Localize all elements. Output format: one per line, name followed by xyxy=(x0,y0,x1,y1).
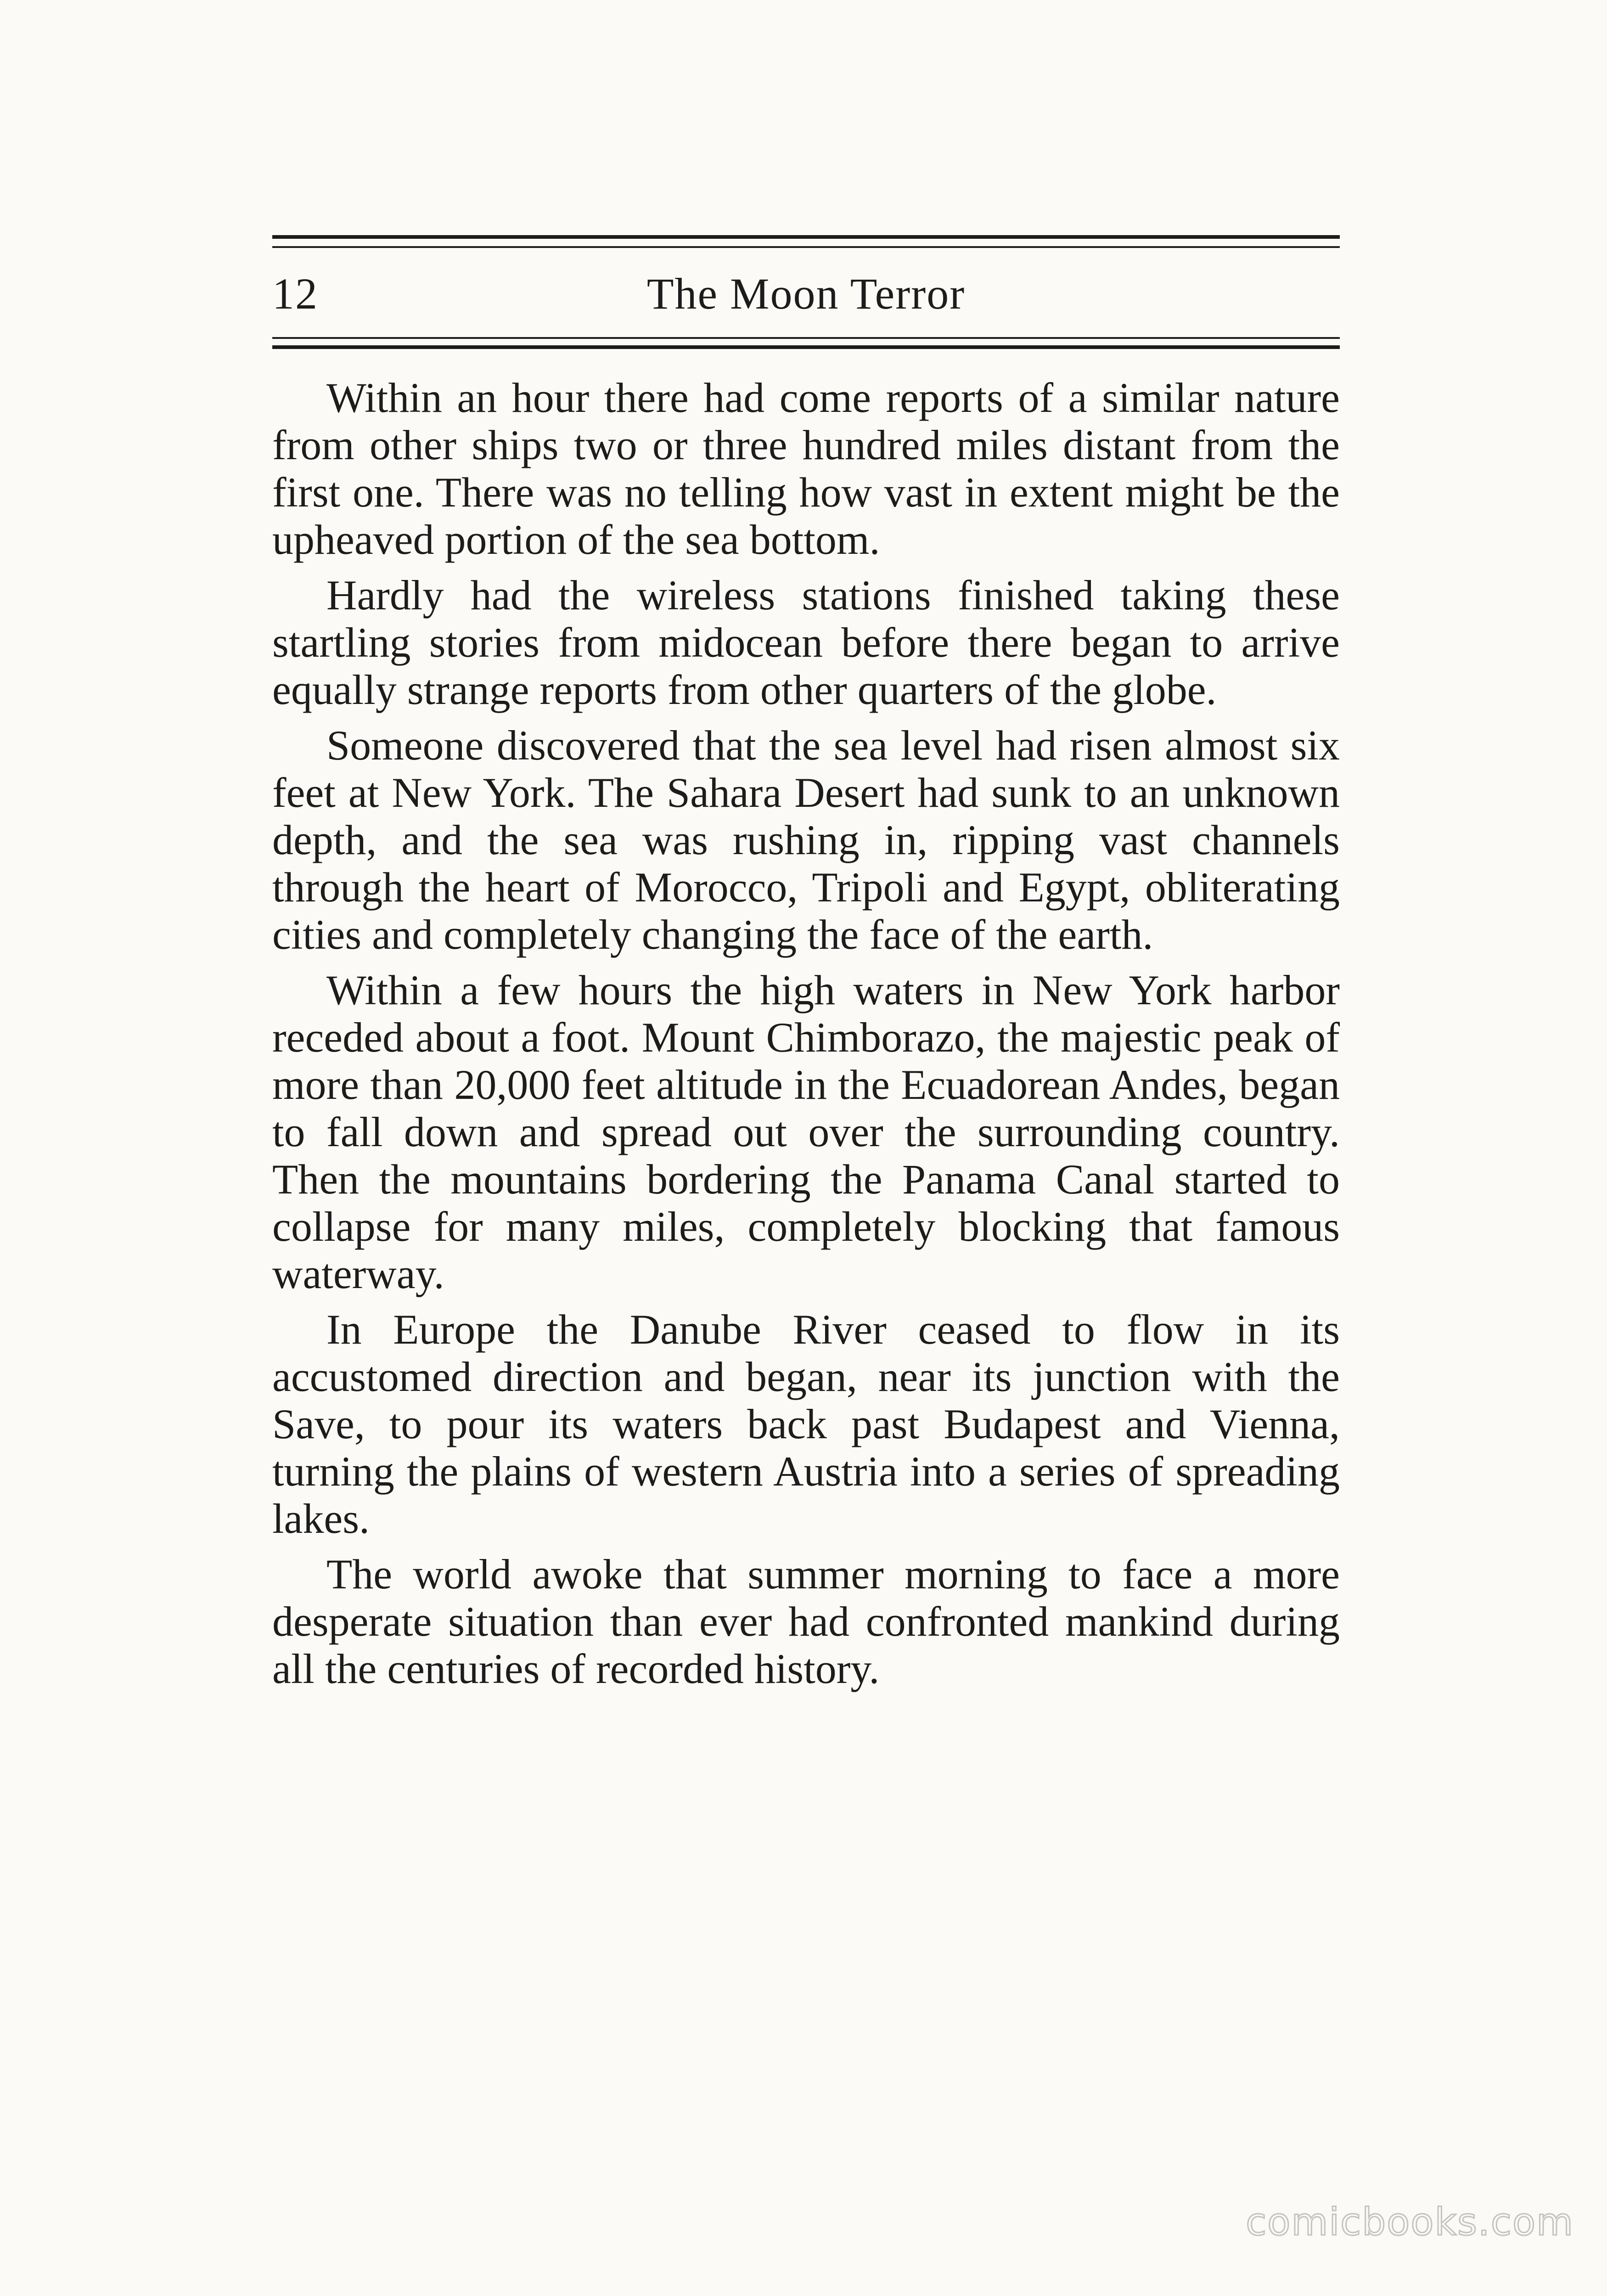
paragraph: Someone discovered that the sea level had risen almost six feet at New York. The Sahara Desert had sunk to an unknown depth, and the sea was rushing in, ripping vast channels through the heart of Morocco, Tripoli and Egypt, obliterating cities and completely changing the face of the earth. xyxy=(272,722,1340,958)
running-title: The Moon Terror xyxy=(646,269,966,318)
page-number: 12 xyxy=(272,269,318,318)
paragraph: In Europe the Danube River ceased to flow in its accustomed direction and began, near its junction with the Save, to pour its waters back past Budapest and Vienna, turning the plains of western Austria into a series of spreading lakes. xyxy=(272,1306,1340,1542)
paragraph: Hardly had the wireless stations finished taking these startling stories from midocean before there began to arrive equally strange reports from other quarters of the globe. xyxy=(272,572,1340,713)
header-top-rule-inner xyxy=(272,246,1340,248)
watermark: comicbooks.com xyxy=(1246,2200,1574,2244)
running-header xyxy=(272,259,1340,328)
paragraph: Within a few hours the high waters in New York harbor receded about a foot. Mount Chimborazo, the majestic peak of more than 20,000 feet altitude in the Ecuadorean Andes, began to fall down and spread out over the surrounding country. Then the mountains bordering the Panama Canal started to collapse for many miles, completely blocking that famous waterway. xyxy=(272,967,1340,1297)
header-bottom-rule-inner xyxy=(272,337,1340,339)
paragraph: The world awoke that summer morning to face a more desperate situation than ever had confronted mankind during all the centuries of recorded history. xyxy=(272,1551,1340,1692)
header-bottom-rule-outer xyxy=(272,345,1340,349)
paragraph: Within an hour there had come reports of a similar nature from other ships two or three hundred miles distant from the first one. There was no telling how vast in extent might be the upheaved portion of the sea bottom. xyxy=(272,374,1340,563)
header-top-rule-outer xyxy=(272,235,1340,239)
body-text xyxy=(272,374,1340,1701)
